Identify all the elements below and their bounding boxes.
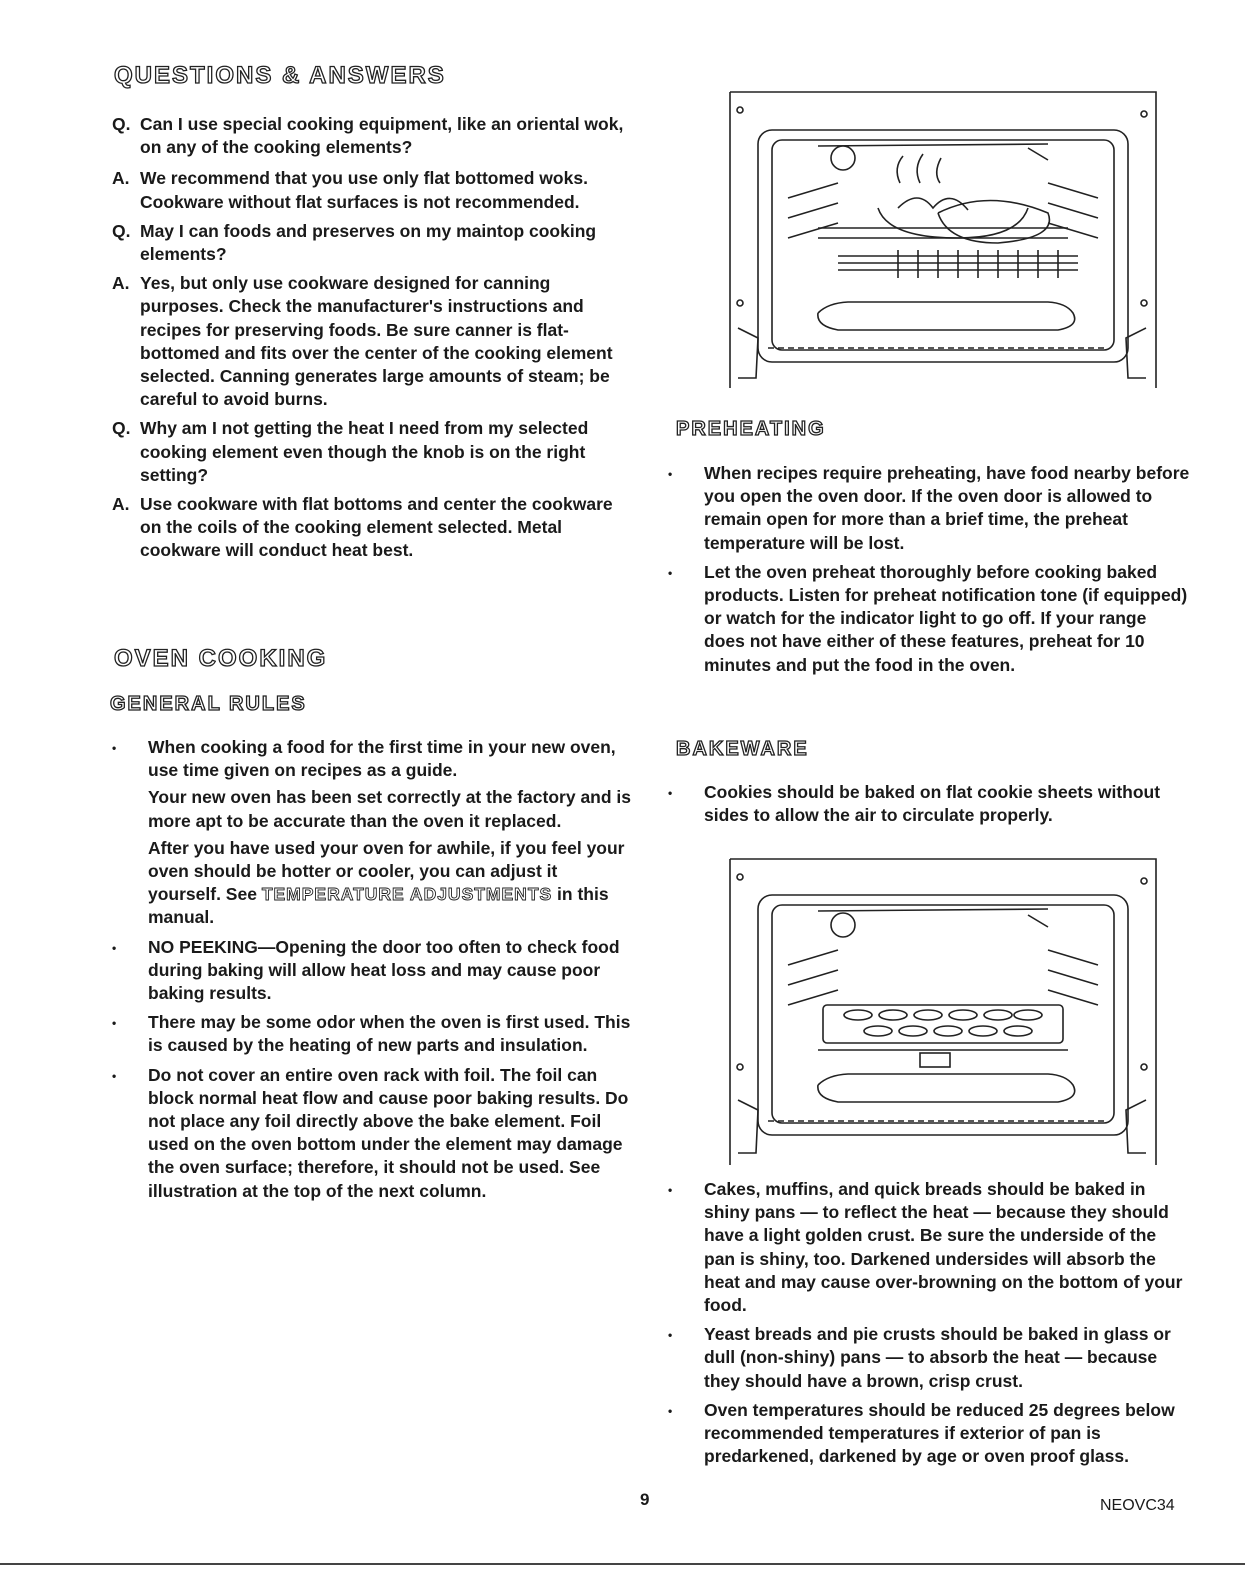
preheating-heading: PREHEATING	[676, 418, 826, 440]
bakeware-intro-list	[668, 781, 1190, 831]
list-item: • NO PEEKING—Opening the door too often to check food during baking will allow heat loss and may cause poor baking results.	[112, 936, 634, 1010]
qa-heading: QUESTIONS & ANSWERS	[114, 62, 446, 89]
qa-item: Q. May I can foods and preserves on my maintop cooking elements?	[112, 220, 597, 265]
list-item: • Cookies should be baked on flat cookie sheets without sides to allow the air to circulate properly.	[668, 781, 1190, 831]
bakeware-heading: BAKEWARE	[676, 738, 809, 760]
list-item: • When recipes require preheating, have food nearby before you open the oven door. If the oven door is allowed to remain open for more than a brief time, the preheat temperature will be lost.	[668, 462, 1190, 559]
qa-list	[112, 113, 632, 563]
bullet-icon: •	[668, 565, 673, 580]
bullet-icon: •	[112, 940, 117, 955]
qa-item: A. We recommend that you use only flat bottomed woks. Cookware without flat surfaces is not recommended.	[112, 168, 588, 212]
oven-pies-illustration	[728, 88, 1158, 388]
bullet-icon: •	[668, 1183, 673, 1197]
list-item: • Do not cover an entire oven rack with foil. The foil can block normal heat flow and cause poor baking results. Do not place any foil directly above the bake element. Foil used on the oven bottom under the element may damage the oven surface; therefore, it should not be used. See illustration at the top of the next column.	[112, 1064, 634, 1207]
preheating-list	[668, 462, 1190, 681]
bakeware-list	[668, 1178, 1190, 1472]
qa-item: Q. Can I use special cooking equipment, like an oriental wok, on any of the cooking elements?	[112, 114, 624, 158]
page-bottom-rule	[0, 1563, 1245, 1565]
list-item: • Yeast breads and pie crusts should be baked in glass or dull (non-shiny) pans — to absorb the heat — because they should have a brown, crisp crust.	[668, 1323, 1190, 1397]
qa-item: A. Use cookware with flat bottoms and center the cookware on the coils of the cooking element selected. Metal cookware will conduct heat best.	[112, 494, 613, 561]
list-item: • There may be some odor when the oven is first used. This is caused by the heating of new parts and insulation.	[112, 1011, 634, 1061]
oven-cookies-illustration	[728, 855, 1158, 1165]
general-rules-list	[112, 736, 634, 1207]
bullet-icon: •	[112, 1068, 117, 1083]
list-item: • Let the oven preheat thoroughly before cooking baked products. Listen for preheat notification tone (if equipped) or watch for the indicator light to go off. If your range does not have either of these features, preheat for 10 minutes and put the food in the oven.	[668, 561, 1190, 681]
bullet-icon: •	[668, 1328, 673, 1343]
bullet-icon: •	[668, 1403, 673, 1418]
bullet-icon: •	[668, 467, 673, 481]
document-code: NEOVC34	[1100, 1497, 1175, 1514]
bullet-icon: •	[668, 786, 673, 800]
list-item: • Oven temperatures should be reduced 25 degrees below recommended temperatures if exterior of pan is predarkened, darkened by age or oven proof glass.	[668, 1399, 1190, 1473]
oven-cooking-heading: OVEN COOKING	[114, 645, 328, 672]
cross-reference: TEMPERATURE ADJUSTMENTS	[261, 884, 553, 905]
page-number: 9	[640, 1490, 650, 1509]
qa-item: A. Yes, but only use cookware designed for canning purposes. Check the manufacturer's instructions and recipes for preserving foods. Be sure canner is flat-bottomed and fits over the center of the cooking element selected. Canning generates large amounts of steam; be careful to avoid burns.	[112, 273, 613, 410]
qa-item: Q. Why am I not getting the heat I need from my selected cooking element even though the knob is on the right setting?	[112, 418, 589, 485]
bullet-icon: •	[112, 741, 117, 755]
list-item: • When cooking a food for the first time in your new oven, use time given on recipes as a guide. Your new oven has been set correctly at the factory and is more apt to be accurate than the oven it replaced. After you have used your oven for awhile, if you feel your oven should be hotter or cooler, you can adjust it yourself. See TEMPERATURE ADJUSTMENTS in this manual.	[112, 736, 634, 934]
general-rules-heading: GENERAL RULES	[110, 693, 307, 715]
bullet-icon: •	[112, 1016, 117, 1031]
list-item: • Cakes, muffins, and quick breads should be baked in shiny pans — to reflect the heat — because they should have a light golden crust. Be sure the underside of the pan is shiny, too. Darkened undersides will absorb the heat and may cause over-browning on the bottom of your food.	[668, 1178, 1190, 1321]
